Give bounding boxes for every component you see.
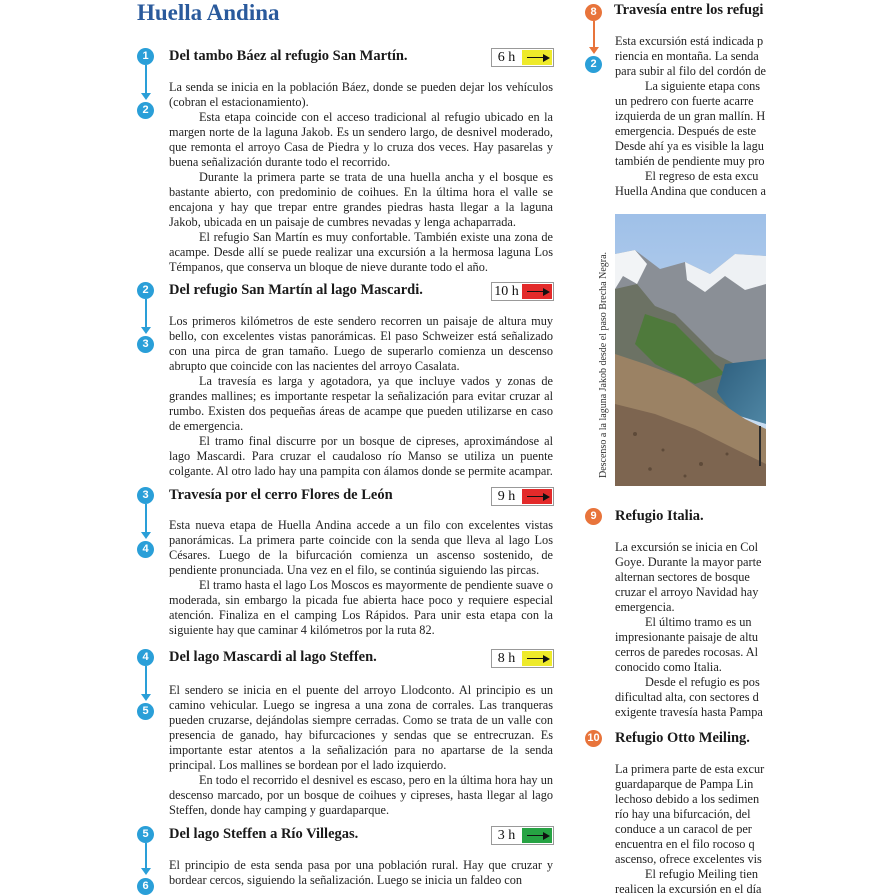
text-line: para subir al filo del cordón de <box>615 64 766 78</box>
route-start-badge: 5 <box>137 826 154 843</box>
difficulty-arrow-icon <box>522 828 552 843</box>
route-title: Del tambo Báez al refugio San Martín. <box>169 48 408 64</box>
text-line: emergencia. <box>615 600 675 614</box>
text-line: guardaparque de Pampa Lin <box>615 777 754 791</box>
text-line: realicen la excursión en el día <box>615 882 762 893</box>
difficulty-arrow-icon <box>522 489 552 504</box>
difficulty-arrow-icon <box>522 284 552 299</box>
arrow-down-icon <box>141 327 151 334</box>
text-line: emergencia. Después de este <box>615 124 757 138</box>
text-line: alternan sectores de bosque <box>615 570 750 584</box>
paragraph: El principio de esta senda pasa por una población rural. Hay que cruzar y bordear cercos, siguiendo la señalización. Luego se inicia un faldeo con <box>169 858 553 887</box>
route-start-badge: 3 <box>137 487 154 504</box>
mountain-lake-photo <box>615 214 766 486</box>
text-line: también de pendiente muy pro <box>615 154 765 168</box>
text-line: dificultad alta, con sectores d <box>615 690 759 704</box>
arrow-down-icon <box>589 47 599 54</box>
route-start-badge: 2 <box>137 282 154 299</box>
text-line: cerros de paredes rocosas. Al <box>615 645 759 659</box>
text-line: conocido como Italia. <box>615 660 722 674</box>
route-connector <box>145 299 147 327</box>
paragraph: El tramo final discurre por un bosque de cipreses, aproximándose al lago Mascardi. Para cruzar el caudaloso río Manso se utiliza un puente colgante. Al otro lado hay una pampita con álamos donde se permite acampar. <box>169 434 553 478</box>
text-line: Esta excursión está indicada p <box>615 34 764 48</box>
route-connector <box>593 21 595 48</box>
route-title: Del refugio San Martín al lago Mascardi. <box>169 282 423 298</box>
route-title: Refugio Otto Meiling. <box>615 730 750 746</box>
route-title: Travesía entre los refugi <box>614 2 764 18</box>
text-line: Huella Andina que conducen a <box>615 184 766 198</box>
time-value: 6 h <box>497 50 516 65</box>
time-value: 8 h <box>497 651 516 666</box>
arrow-down-icon <box>141 868 151 875</box>
difficulty-arrow-icon <box>522 651 552 666</box>
arrow-down-icon <box>141 694 151 701</box>
text-line: encuentra en el filo rocoso q <box>615 837 755 851</box>
route-badge: 9 <box>585 508 602 525</box>
photo-caption: Descenso a la laguna Jakob desde el paso Brecha Negra. <box>598 251 609 478</box>
arrow-down-icon <box>141 93 151 100</box>
route-description <box>615 762 766 893</box>
paragraph: Esta etapa coincide con el acceso tradicional al refugio ubicado en la margen norte de la laguna Jakob. Es un sendero largo, de desnivel moderado, que remonta el arroyo Casa de Piedra y lo cruza dos veces. Hay pasarelas y buena señalización durante todo el recorrido. <box>169 110 553 169</box>
route-description <box>169 858 553 888</box>
route-end-badge: 2 <box>585 56 602 73</box>
route-title: Del lago Mascardi al lago Steffen. <box>169 649 377 665</box>
text-line: un pedrero con fuerte acarre <box>615 94 754 108</box>
time-badge <box>491 826 554 845</box>
time-value: 3 h <box>497 828 516 843</box>
text-line: Desde el refugio es pos <box>645 675 760 689</box>
route-title: Del lago Steffen a Río Villegas. <box>169 826 359 842</box>
paragraph: La senda se inicia en la población Báez, donde se pueden dejar los vehículos (cobran el estacionamiento). <box>169 80 553 109</box>
paragraph: El sendero se inicia en el puente del arroyo Llodconto. Al principio es un camino vehicular. Luego se ingresa a una zona de corrales. Las tranqueras pueden cruzarse, dejándolas siempre cerradas. Como se trata de un valle con presencia de ganado, hay bifurcaciones y sendas que se entrecruzan. Es importante estar atentos a la señalización para no apartarse de la senda principal. Los mallines se bordean por el lado izquierdo. <box>169 683 553 772</box>
text-line: lechoso debido a los sedimen <box>615 792 760 806</box>
text-line: La primera parte de esta excur <box>615 762 765 776</box>
text-line: conduce a un caracol de per <box>615 822 752 836</box>
time-badge <box>491 649 554 668</box>
paragraph: Los primeros kilómetros de este sendero recorren un paisaje de altura muy bello, con excelentes vistas panorámicas. El paso Schweizer está señalizado con una pirca de gran tamaño. Luego de superarlo comienza un descenso abrupto que coincide con las nacientes del arroyo Casalata. <box>169 314 553 373</box>
route-description <box>615 540 766 725</box>
paragraph: El refugio San Martín es muy confortable. También existe una zona de acampe. Desde allí se puede realizar una excursión a la hermosa laguna Los Témpanos, que conserva un bloque de nieve durante todo el año. <box>169 230 553 274</box>
time-badge <box>491 487 554 506</box>
route-title: Travesía por el cerro Flores de León <box>169 487 393 503</box>
route-badge: 10 <box>585 730 602 747</box>
text-line: El regreso de esta excu <box>645 169 759 183</box>
difficulty-arrow-icon <box>522 50 552 65</box>
time-badge <box>491 282 554 301</box>
route-start-badge: 8 <box>585 4 602 21</box>
route-connector <box>145 843 147 868</box>
text-line: impresionante paisaje de altu <box>615 630 759 644</box>
text-line: La siguiente etapa cons <box>645 79 761 93</box>
text-line: izquierda de un gran mallín. H <box>615 109 766 123</box>
text-line: La excursión se inicia en Col <box>615 540 759 554</box>
route-description <box>169 518 553 638</box>
route-title-clip <box>614 2 766 22</box>
paragraph: En todo el recorrido el desnivel es escaso, pero en la última hora hay un descenso marcado, por un bosque de coihues y cipreses, hasta llegar al lago Steffen, donde hay camping y guardaparque. <box>169 773 553 817</box>
route-description <box>169 80 553 275</box>
paragraph: Durante la primera parte se trata de una huella ancha y el bosque es bastante abierto, con predominio de coihues. En la última hora el valle se encajona y hay que trepar entre grandes piedras hasta llegar a la laguna Jakob, ubicada en un paisaje de cumbres nevadas y lenga achaparrada. <box>169 170 553 229</box>
text-line: riencia en montaña. La senda <box>615 49 759 63</box>
text-line: ascenso, ofrece excelentes vis <box>615 852 762 866</box>
time-value: 9 h <box>497 489 516 504</box>
text-line: Desde ahí ya es visible la lagu <box>615 139 764 153</box>
route-description <box>169 683 553 818</box>
time-badge <box>491 48 554 67</box>
page-title: Huella Andina <box>137 0 280 25</box>
route-end-badge: 6 <box>137 878 154 895</box>
text-line: El refugio Meiling tien <box>645 867 759 881</box>
route-title: Refugio Italia. <box>615 508 704 524</box>
route-end-badge: 5 <box>137 703 154 720</box>
text-line: El último tramo es un <box>645 615 752 629</box>
route-start-badge: 1 <box>137 48 154 65</box>
text-line: cruzar el arroyo Navidad hay <box>615 585 759 599</box>
route-end-badge: 2 <box>137 102 154 119</box>
route-connector <box>145 504 147 532</box>
route-connector <box>145 65 147 93</box>
text-line: exigente travesía hasta Pampa <box>615 705 763 719</box>
text-line: Goye. Durante la mayor parte <box>615 555 762 569</box>
paragraph: La travesía es larga y agotadora, ya que incluye vados y zonas de grandes mallines; es importante respetar la señalización para evitar cruzar al rumbo. Existen dos pequeñas áreas de acampe que pueden utilizarse en caso de emergencia. <box>169 374 553 433</box>
route-connector <box>145 666 147 694</box>
time-value: 10 h <box>494 284 519 299</box>
route-end-badge: 4 <box>137 541 154 558</box>
paragraph: El tramo hasta el lago Los Moscos es mayormente de pendiente suave o moderada, sin embargo la picada fue abierta hace poco y requiere especial atención. Finaliza en el camping Los Rápidos. Para unir esta etapa con la siguiente hay que caminar 4 kilómetros por la ruta 82. <box>169 578 553 637</box>
text-line: río hay una bifurcación, del <box>615 807 751 821</box>
route-start-badge: 4 <box>137 649 154 666</box>
route-end-badge: 3 <box>137 336 154 353</box>
route-description <box>615 34 766 204</box>
route-description <box>169 314 553 479</box>
paragraph: Esta nueva etapa de Huella Andina accede a un filo con excelentes vistas panorámicas. La primera parte coincide con la senda que lleva al lago Los Césares. Luego de la bifurcación comienza un ascenso sostenido, de pendiente pronunciada. Una vez en el filo, se continúa siguiendo las pircas. <box>169 518 553 577</box>
arrow-down-icon <box>141 532 151 539</box>
